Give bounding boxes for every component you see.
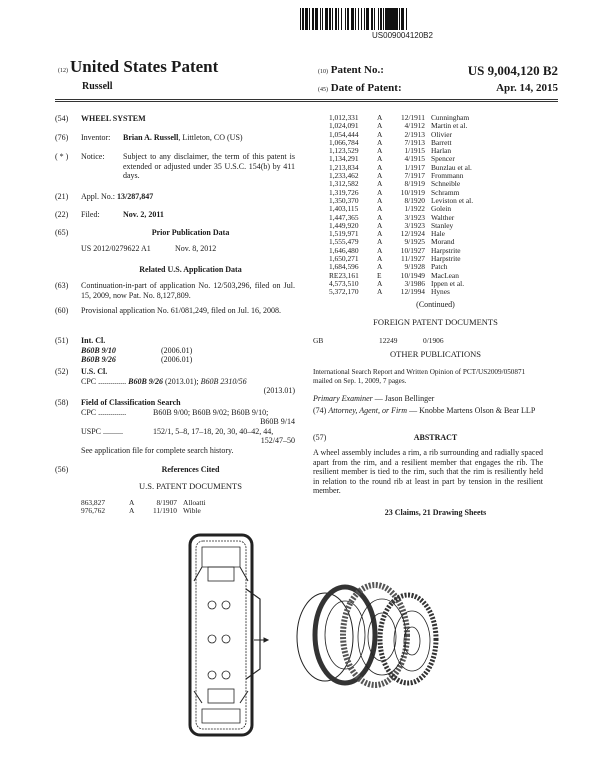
reference-n: 1,519,971 xyxy=(329,229,359,239)
us-docs-heading: U.S. PATENT DOCUMENTS xyxy=(139,481,242,491)
reference-k: A xyxy=(129,506,135,516)
reference-k: A xyxy=(377,195,383,205)
reference-n: 5,372,170 xyxy=(329,287,359,297)
reference-k: E xyxy=(377,270,382,280)
reference-n: 1,646,480 xyxy=(329,245,359,255)
reference-name: Spencer xyxy=(431,154,455,164)
reference-k: A xyxy=(377,220,383,230)
reference-k: A xyxy=(377,262,383,272)
wheel-system-drawing xyxy=(150,527,450,747)
reference-k: A xyxy=(377,162,383,172)
reference-row xyxy=(81,507,206,515)
reference-d: 12/1911 xyxy=(401,113,425,122)
reference-n: 1,066,784 xyxy=(329,137,359,147)
abstract-text: A wheel assembly includes a rim, a rib surrounding and radially spaced apart from the rim, and a resilient member that engages the rib. The resilient member is tied to the rim, such that the rim is resiliently held in relation to the round rib at least in part by tension in the resilient member. xyxy=(313,448,543,496)
reference-k: A xyxy=(377,137,383,147)
reference-d: 12/1924 xyxy=(400,229,425,239)
other-pub-entry: International Search Report and Written Opinion of PCT/US2009/050871 mailed on Sep. 1, 2009, 7 pages. xyxy=(313,368,526,385)
wheel-exploded-view xyxy=(297,585,436,685)
reference-name: Barrett xyxy=(431,137,452,147)
reference-n: 1,447,365 xyxy=(329,212,359,222)
left-reference-list xyxy=(81,499,206,516)
reference-name: Patch xyxy=(431,262,448,272)
reference-n: 1,403,115 xyxy=(329,204,359,214)
reference-k: A xyxy=(377,121,383,131)
us-cl-field: (52) U.S. Cl. CPC .............. B60B 9/26 (2013.01); B60B 2310/56 (2013.01) xyxy=(55,367,295,396)
reference-name: Stanley xyxy=(431,220,454,230)
reference-d: 4/1915 xyxy=(404,154,425,164)
reference-k: A xyxy=(377,204,383,214)
reference-n: 1,650,271 xyxy=(329,254,359,264)
reference-d: 7/1917 xyxy=(404,171,425,181)
notice-field: ( * ) Notice: Subject to any disclaimer, the term of this patent is extended or adjusted under 35 U.S.C. 154(b) by 411 days. xyxy=(55,152,295,181)
reference-n: 1,233,462 xyxy=(329,171,359,181)
foreign-entry: GB 12249 0/1906 xyxy=(313,336,444,345)
reference-k: A xyxy=(377,237,383,247)
reference-name: Schneible xyxy=(431,179,461,189)
patent-date: (45) Date of Patent: Apr. 14, 2015 xyxy=(318,82,558,94)
reference-d: 10/1949 xyxy=(400,270,425,280)
reference-k: A xyxy=(377,171,383,181)
reference-d: 10/1927 xyxy=(400,245,425,255)
filed-field: (22) Filed: Nov. 2, 2011 xyxy=(55,210,164,219)
reference-k: A xyxy=(377,229,383,239)
reference-name: Hale xyxy=(431,229,445,239)
reference-d: 1/1922 xyxy=(404,204,425,214)
reference-k: A xyxy=(377,154,383,164)
reference-d: 12/1994 xyxy=(400,287,425,297)
reference-k: A xyxy=(377,287,383,297)
reference-name: Martin et al. xyxy=(431,121,468,131)
reference-d: 8/1919 xyxy=(404,179,425,189)
reference-name: Harpstrite xyxy=(431,245,461,255)
reference-k: A xyxy=(377,212,383,222)
reference-d: 3/1986 xyxy=(404,278,425,288)
reference-name: Leviston et al. xyxy=(431,195,474,205)
reference-name: Harpstrite xyxy=(431,254,461,264)
inventor-surname: Russell xyxy=(82,81,113,92)
reference-n: 1,024,091 xyxy=(329,121,359,131)
reference-n: 1,054,444 xyxy=(329,129,359,139)
reference-d: 3/1923 xyxy=(404,212,425,222)
reference-d: 1/1917 xyxy=(404,162,425,172)
reference-d: 9/1925 xyxy=(404,237,425,247)
patent-kind: (12) United States Patent xyxy=(58,57,219,76)
reference-d: 9/1928 xyxy=(404,262,425,272)
field-search: (58) Field of Classification Search CPC .............. B60B 9/00; B60B 9/02; B60B 9/10; B60B 9/14 USPC .......... 152/1, 5–8, 17–18, 20, 30, 40–42, 44, 152/47–50 See application file for complete search history. xyxy=(55,398,295,455)
int-cl-field: (51) Int. Cl. B60B 9/10 (2006.01) B60B 9/26 (2006.01) xyxy=(55,336,193,365)
reference-d: 11/1927 xyxy=(401,254,425,264)
reference-n: RE23,161 xyxy=(329,270,359,280)
reference-d: 7/1913 xyxy=(404,137,425,147)
provisional-field: (60) Provisional application No. 61/081,249, filed on Jul. 16, 2008. xyxy=(55,306,281,315)
reference-k: A xyxy=(377,113,383,122)
related-heading: Related U.S. Application Data xyxy=(139,265,242,274)
reference-n: 1,350,370 xyxy=(329,195,359,205)
cip-field: (63) Continuation-in-part of application No. 12/503,296, filed on Jul. 15, 2009, now Pat. No. 8,127,809. xyxy=(55,281,295,300)
barcode-bar xyxy=(406,8,407,30)
header-rule xyxy=(55,99,558,102)
reference-name: Harlan xyxy=(431,146,452,156)
reference-name: Walther xyxy=(431,212,455,222)
reference-k: A xyxy=(377,254,383,264)
reference-n: 4,573,510 xyxy=(329,278,359,288)
vehicle-top-view xyxy=(190,535,268,735)
right-reference-list xyxy=(329,114,473,297)
reference-n: 1,312,582 xyxy=(329,179,359,189)
reference-n: 1,684,596 xyxy=(329,262,359,272)
reference-k: A xyxy=(129,498,135,507)
title-field: (54) WHEEL SYSTEM xyxy=(55,114,146,123)
reference-name: Olivier xyxy=(431,129,452,139)
reference-k: A xyxy=(377,129,383,139)
reference-d: 8/1920 xyxy=(404,195,425,205)
reference-n: 1,319,726 xyxy=(329,187,359,197)
reference-n: 1,134,291 xyxy=(329,154,359,164)
reference-name: Alloatti xyxy=(183,498,206,507)
reference-n: 1,555,479 xyxy=(329,237,359,247)
reference-k: A xyxy=(377,179,383,189)
patent-number: (10) Patent No.: US 9,004,120 B2 xyxy=(318,63,558,78)
reference-n: 863,827 xyxy=(81,498,106,507)
claims-count: 23 Claims, 21 Drawing Sheets xyxy=(384,508,487,517)
abstract-heading-row: (57) ABSTRACT xyxy=(313,433,458,442)
reference-n: 1,123,529 xyxy=(329,146,359,156)
reference-name: Golein xyxy=(431,204,452,214)
prior-pub-field: (65) Prior Publication Data xyxy=(55,228,230,237)
reference-d: 10/1919 xyxy=(400,187,425,197)
barcode xyxy=(300,8,505,30)
reference-k: A xyxy=(377,146,383,156)
reference-n: 1,449,920 xyxy=(329,220,359,230)
reference-n: 976,762 xyxy=(81,506,106,516)
prior-pub-entry: US 2012/0279622 A1 Nov. 8, 2012 xyxy=(81,244,217,253)
barcode-text: US009004120B2 xyxy=(372,31,433,40)
reference-d: 8/1907 xyxy=(156,498,177,507)
other-pubs-heading: OTHER PUBLICATIONS xyxy=(390,349,481,359)
appl-field: (21) Appl. No.: 13/287,847 xyxy=(55,192,154,201)
reference-d: 2/1913 xyxy=(404,129,425,139)
reference-k: A xyxy=(377,245,383,255)
reference-name: Hynes xyxy=(431,287,450,297)
references-cited: (56) References Cited xyxy=(55,465,220,474)
reference-name: Wible xyxy=(183,506,201,516)
reference-name: Morand xyxy=(431,237,455,247)
reference-d: 1/1915 xyxy=(404,146,425,156)
inventor-field: (76) Inventor: Brian A. Russell, Littleton, CO (US) xyxy=(55,133,243,142)
foreign-heading: FOREIGN PATENT DOCUMENTS xyxy=(373,317,498,327)
reference-name: Ippen et al. xyxy=(431,278,465,288)
reference-n: 1,213,834 xyxy=(329,162,359,172)
reference-name: MacLean xyxy=(431,270,459,280)
reference-n: 1,012,331 xyxy=(329,113,359,122)
reference-name: Cunningham xyxy=(431,113,470,122)
examiner: Primary Examiner — Jason Bellinger xyxy=(313,394,435,403)
reference-row xyxy=(329,288,473,296)
reference-name: Schramm xyxy=(431,187,460,197)
reference-d: 11/1910 xyxy=(153,506,177,516)
reference-name: Bunzlau et al. xyxy=(431,162,472,172)
reference-d: 4/1912 xyxy=(404,121,425,131)
continued-note: (Continued) xyxy=(416,300,455,309)
attorney: (74) Attorney, Agent, or Firm — Knobbe Martens Olson & Bear LLP xyxy=(313,406,536,415)
reference-k: A xyxy=(377,278,383,288)
reference-d: 3/1923 xyxy=(404,220,425,230)
reference-name: Frommann xyxy=(431,171,464,181)
reference-k: A xyxy=(377,187,383,197)
